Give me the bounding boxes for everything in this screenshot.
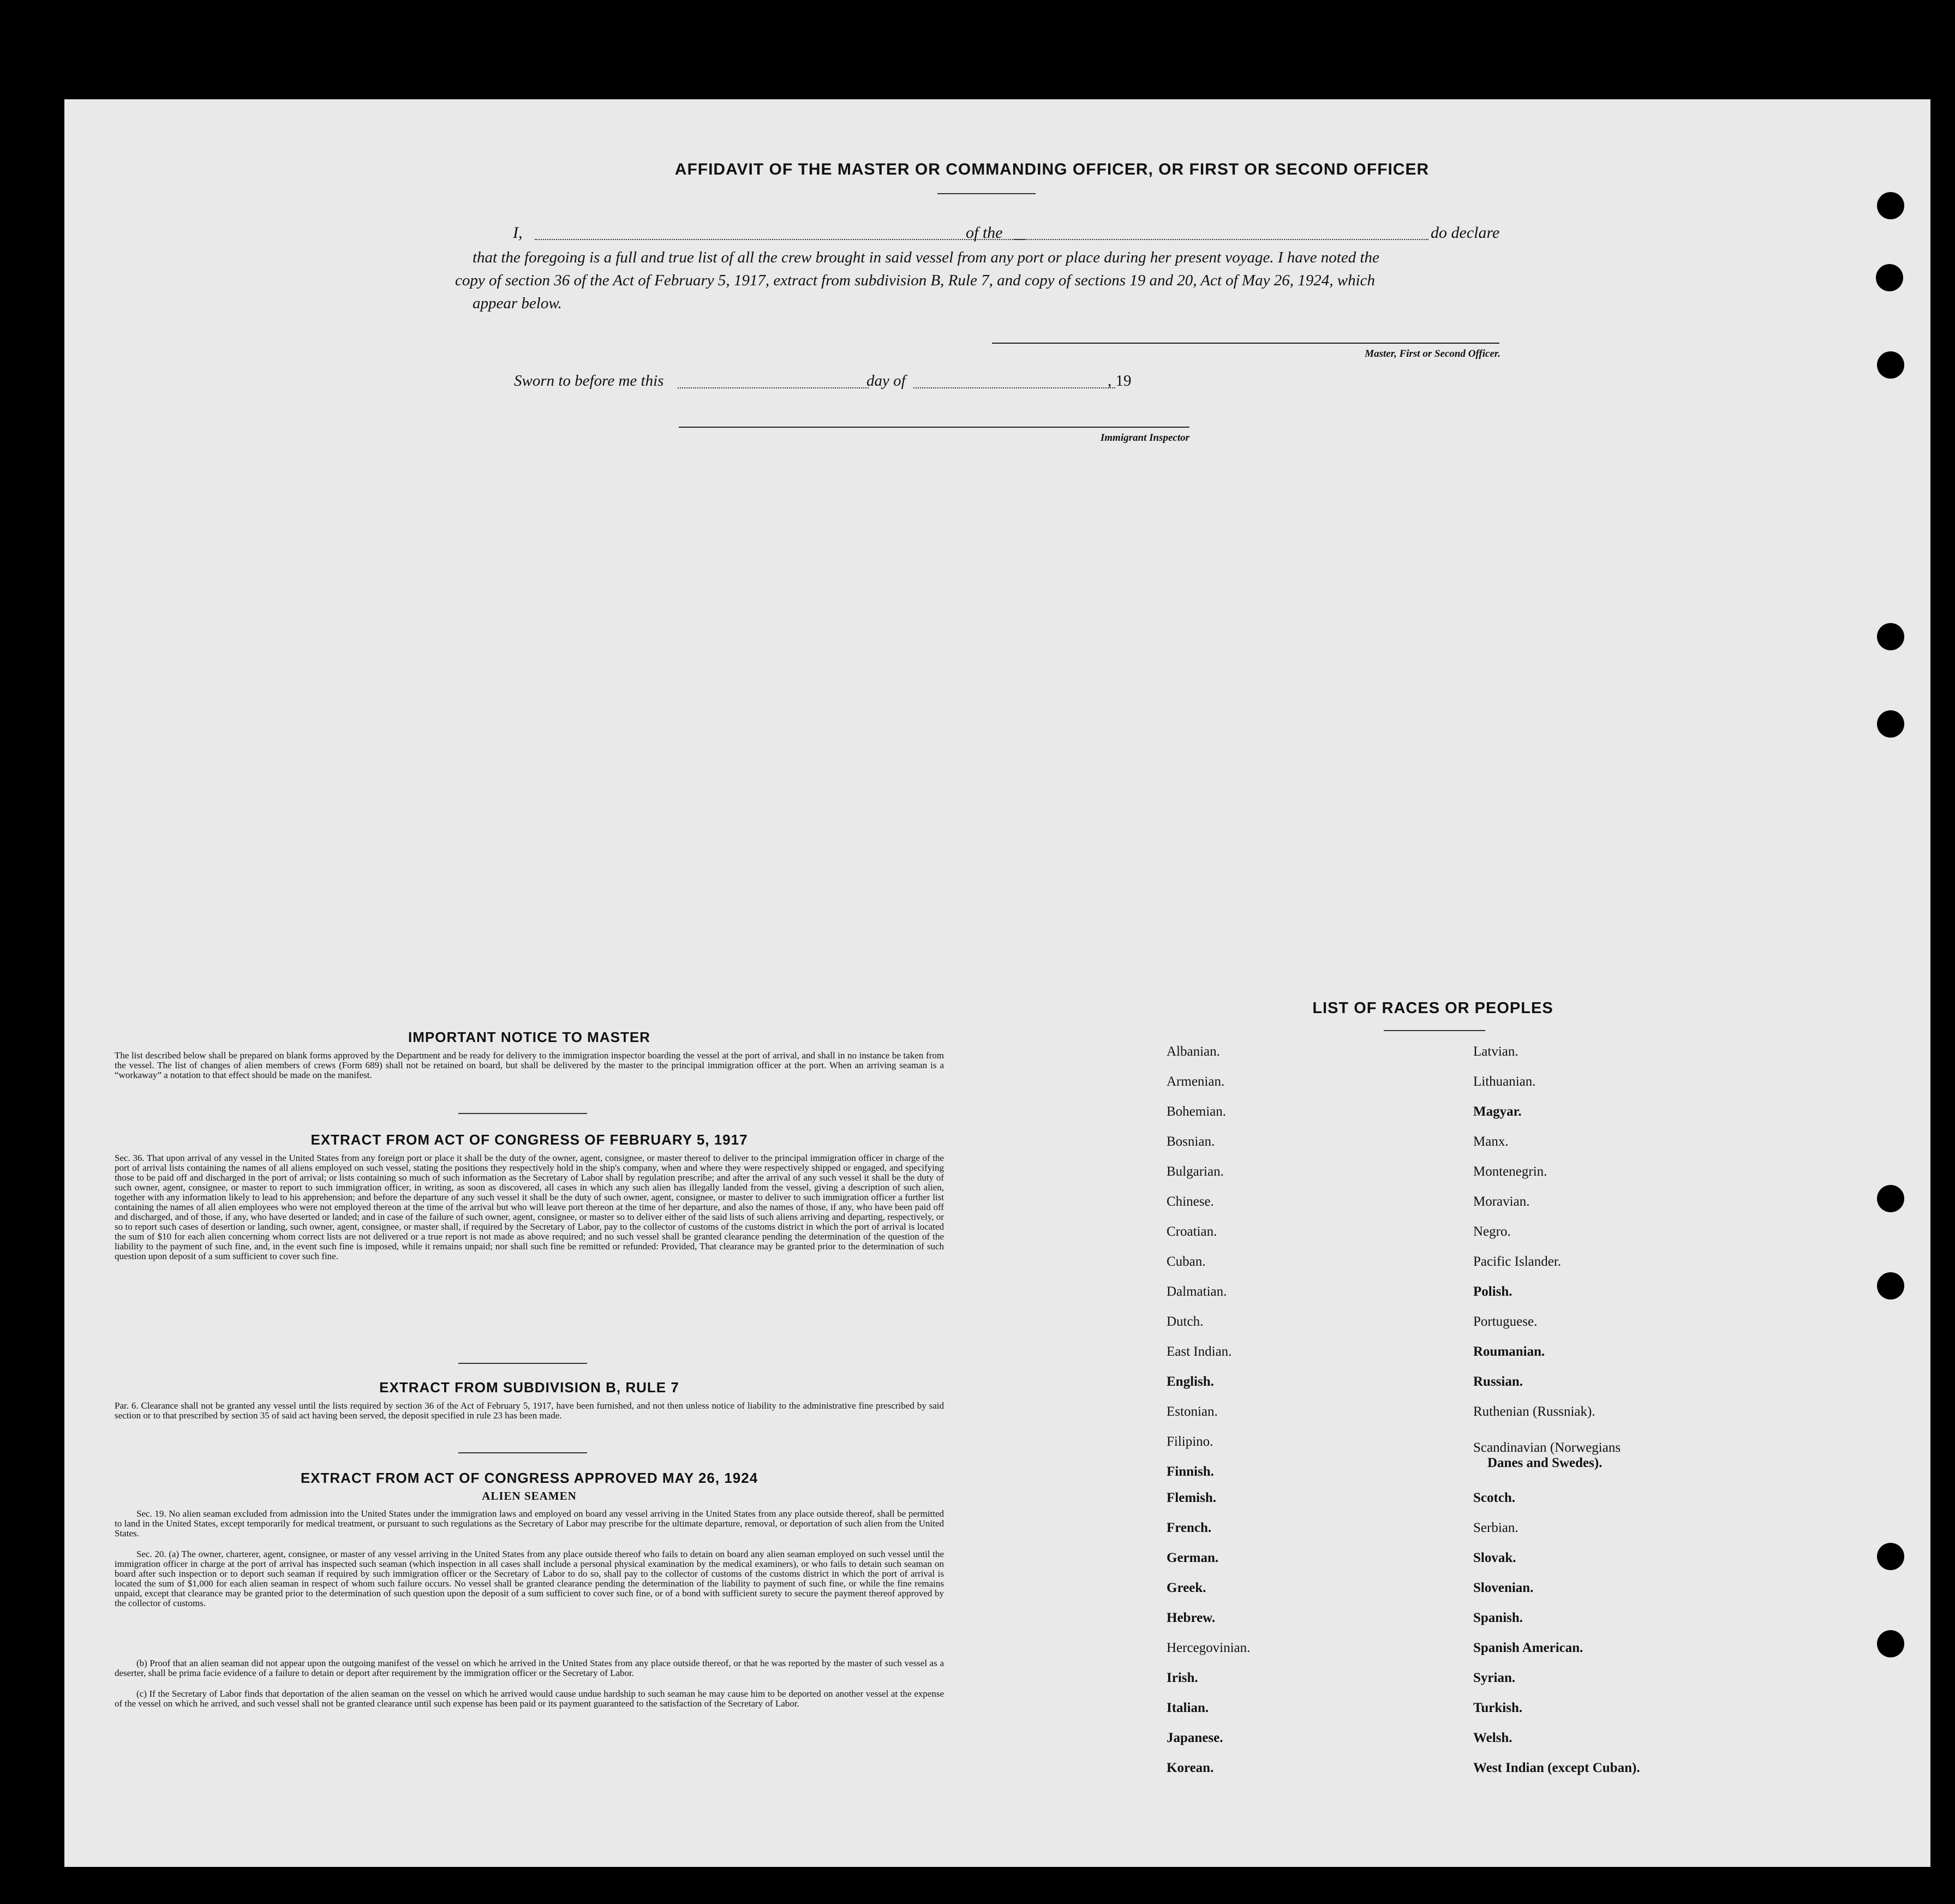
binder-hole <box>1876 264 1903 291</box>
race-item: Albanian. <box>1167 1044 1220 1059</box>
race-item: Flemish. <box>1167 1490 1216 1505</box>
race-item: Montenegrin. <box>1473 1164 1547 1179</box>
race-item: Spanish. <box>1473 1610 1523 1625</box>
day-of-label: day of <box>866 372 906 390</box>
extract-1924-sec19: Sec. 19. No alien seaman excluded from admission into the United States under the immigration laws and employed on board any vessel arriving in the United States from any place outside thereof, shall be permitted to land in the United States, except temporarily for medical treatment, or pursuant to such regulations as the Secretary of Labor may prescribe for the ultimate departure, removal, or deportation of such alien from the United States. <box>115 1508 944 1538</box>
race-item: Bulgarian. <box>1167 1164 1224 1179</box>
declarant-name-blank <box>535 239 1026 240</box>
race-item: West Indian (except Cuban). <box>1473 1761 1640 1775</box>
race-item: Slovak. <box>1473 1550 1516 1565</box>
rule7-divider <box>458 1452 587 1453</box>
do-declare-label: do declare <box>1431 224 1500 242</box>
binder-hole <box>1877 710 1904 738</box>
race-item: Hercegovinian. <box>1167 1640 1251 1655</box>
year-prefix: , 19 <box>1108 372 1132 390</box>
extract-1924-sec20a: Sec. 20. (a) The owner, charterer, agent, consignee, or master of any vessel arriving in the United States from any place outside thereof who fails to detain on board any alien seaman employed on such vessel until the immigration officer in charge at the port of arrival has inspected such seaman (which inspection in all cases shall include a personal physical examination by the medical examiners), or who fails to detain such seaman on board after such inspection or to deport such seaman if required by such immigration officer or the Secretary of Labor to do so, shall pay to the collector of customs of the customs district in which the port of arrival is located the sum of $1,000 for each alien seaman in respect of whom such failure occurs. No vessel shall be granted clearance pending the determination of the liability to payment of such fine, or while the fine remains unpaid, except that clearance may be granted prior to the determination of such question upon the deposit of a sum sufficient to cover such fine, or of a bond with sufficient surety to secure the payment thereof approved by the collector of customs. <box>115 1549 944 1608</box>
affidavit-line-3: copy of section 36 of the Act of February 5, 1917, extract from subdivision B, Rule 7, and copy of sections 19 and 20, Act of May 26, 1924, which <box>455 272 1376 289</box>
affidavit-line-4: appear below. <box>473 295 562 312</box>
race-item: Dutch. <box>1167 1314 1204 1329</box>
affidavit-line-2: that the foregoing is a full and true list of all the crew brought in said vessel from any port or place during her present voyage. I have noted the <box>473 249 1379 266</box>
race-item: Spanish American. <box>1473 1640 1583 1655</box>
race-item: Finnish. <box>1167 1464 1214 1479</box>
binder-hole <box>1877 351 1904 379</box>
sworn-day-blank <box>678 387 869 388</box>
race-item: Slovenian. <box>1473 1580 1534 1595</box>
race-item: English. <box>1167 1374 1214 1389</box>
races-divider <box>1384 1030 1485 1031</box>
inspector-label: Immigrant Inspector <box>1100 432 1189 444</box>
race-item: Croatian. <box>1167 1224 1217 1239</box>
race-item: Polish. <box>1473 1284 1512 1299</box>
binder-hole <box>1877 192 1904 219</box>
vessel-name-blank <box>1014 239 1428 240</box>
race-item: German. <box>1167 1550 1219 1565</box>
race-item: Negro. <box>1473 1224 1511 1239</box>
race-item: Magyar. <box>1473 1104 1522 1119</box>
extract-1924-title: EXTRACT FROM ACT OF CONGRESS APPROVED MAY 26, 1924 <box>300 1470 758 1486</box>
race-item: Pacific Islander. <box>1473 1254 1562 1269</box>
extract-1924-sec20b: (b) Proof that an alien seaman did not appear upon the outgoing manifest of the vessel on which he arrived in the United States from any place outside thereof, or that he was reported by the master of such vessel as a deserter, shall be prima facie evidence of a failure to detain or deport after requirement by the immigration officer or the Secretary of Labor. <box>115 1658 944 1678</box>
sworn-month-blank <box>913 387 1115 388</box>
race-item: Moravian. <box>1473 1194 1530 1209</box>
race-item: Manx. <box>1473 1134 1509 1149</box>
race-item: Latvian. <box>1473 1044 1518 1059</box>
race-item: Irish. <box>1167 1671 1198 1685</box>
master-signature-label: Master, First or Second Officer. <box>1365 348 1500 360</box>
race-item: Roumanian. <box>1473 1344 1545 1359</box>
extract-1917-text: Sec. 36. That upon arrival of any vessel in the United States from any foreign port or place it shall be the duty of the owner, agent, consignee, or master thereof to deliver to the principal immigration officer in charge of the port of arrival lists containing the names of all aliens employed on such vessel, stating the positions they respectively hold in the ship's company, when and where they were respectively shipped or engaged, and specifying those to be paid off and discharged in the port of arrival; or lists containing so much of such information as the Secretary of Labor shall by regulation prescribe; and after the arrival of any such vessel it shall be the duty of such owner, agent, consignee, or master to report to such immigration officer, in writing, as soon as discovered, all cases in which any such alien has illegally landed from the vessel, giving a description of such alien, together with any information likely to lead to his apprehension; and before the departure of any such vessel it shall be the duty of such owner, agent, consignee, or master to deliver to such immigration officer a further list containing the names of all alien employees who were not employed thereon at the time of the arrival but who will leave port thereon at the time of her departure, and also the names of those, if any, who have been paid off and discharged, and of those, if any, who have deserted or landed; and in case of the failure of such owner, agent, consignee, or master so to deliver either of the said lists of such aliens arriving and departing, respectively, or so to report such cases of desertion or landing, such owner, agent, consignee, or master shall, if required by the Secretary of Labor, pay to the collector of customs of the customs district in which the port of arrival is located the sum of $10 for each alien concerning whom correct lists are not delivered or a true report is not made as above required; and no such vessel shall be granted clearance pending the determination of the question of the liability to the payment of such fine, and, in the event such fine is imposed, while it remains unpaid; nor shall such fine be remitted or refunded: Provided, That clearance may be granted prior to the determination of such question upon deposit of a sum sufficient to cover such fine. <box>115 1153 944 1261</box>
races-title: LIST OF RACES OR PEOPLES <box>1312 999 1553 1017</box>
race-item: Ruthenian (Russniak). <box>1473 1404 1595 1419</box>
race-item: Hebrew. <box>1167 1610 1216 1625</box>
title-divider <box>937 193 1036 194</box>
race-item: Dalmatian. <box>1167 1284 1227 1299</box>
extract-1924-subtitle: ALIEN SEAMEN <box>482 1489 577 1502</box>
binder-hole <box>1877 1185 1904 1212</box>
binder-hole <box>1877 1630 1904 1657</box>
notice-title: IMPORTANT NOTICE TO MASTER <box>408 1029 650 1045</box>
of-the-label: of the <box>966 224 1003 242</box>
extract-1924-sec20c: (c) If the Secretary of Labor finds that deportation of the alien seaman on the vessel on which he arrived would cause undue hardship to such seaman he may cause him to be deported on another vessel at the expense of the vessel on which he arrived, and such vessel shall not be granted clearance until such expense has been paid or its payment guaranteed to the satisfaction of the Secretary of Labor. <box>115 1689 944 1709</box>
extract-1917-title: EXTRACT FROM ACT OF CONGRESS OF FEBRUARY 5, 1917 <box>310 1131 748 1148</box>
extract-1917-divider <box>458 1363 587 1364</box>
race-item: Estonian. <box>1167 1404 1218 1419</box>
race-item: Chinese. <box>1167 1194 1214 1209</box>
rule7-title: EXTRACT FROM SUBDIVISION B, RULE 7 <box>379 1379 679 1396</box>
race-item: Welsh. <box>1473 1731 1512 1745</box>
race-item: Russian. <box>1473 1374 1523 1389</box>
sworn-text: Sworn to before me this <box>514 372 664 390</box>
declarant-i: I, <box>513 224 523 242</box>
race-item: Bohemian. <box>1167 1104 1227 1119</box>
race-item: Syrian. <box>1473 1671 1516 1685</box>
race-item: Portuguese. <box>1473 1314 1538 1329</box>
inspector-signature-line <box>679 427 1189 428</box>
rule7-text: Par. 6. Clearance shall not be granted any vessel until the lists required by section 36 of the Act of February 5, 1917, have been furnished, and not then unless notice of liability to the administrative fine prescribed by said section or to that prescribed by section 35 of said act having been served, the deposit specified in rule 23 has been made. <box>115 1400 944 1421</box>
race-item: Greek. <box>1167 1580 1206 1595</box>
document-page <box>64 99 1930 1867</box>
race-item: Turkish. <box>1473 1701 1523 1715</box>
race-item: Scandinavian (Norwegians <box>1473 1440 1621 1455</box>
notice-text: The list described below shall be prepared on blank forms approved by the Department and be ready for delivery to the immigration inspector boarding the vessel at the port of arrival, and shall in no instance be taken from the vessel. The list of changes of alien members of crews (Form 689) shall not be retained on board, but shall be delivered by the master to the principal immigration officer at the port. When an arriving seaman is a “workaway” a notation to that effect should be made on the manifest. <box>115 1050 944 1080</box>
race-item: Japanese. <box>1167 1731 1223 1745</box>
race-item: Italian. <box>1167 1701 1209 1715</box>
race-item: Scotch. <box>1473 1490 1516 1505</box>
binder-hole <box>1877 1272 1904 1300</box>
race-item: Danes and Swedes). <box>1487 1456 1603 1470</box>
race-item: Korean. <box>1167 1761 1214 1775</box>
master-signature-line <box>992 343 1499 344</box>
race-item: Armenian. <box>1167 1074 1225 1089</box>
race-item: East Indian. <box>1167 1344 1232 1359</box>
race-item: Serbian. <box>1473 1520 1518 1535</box>
notice-divider <box>458 1113 587 1114</box>
race-item: French. <box>1167 1520 1212 1535</box>
race-item: Filipino. <box>1167 1434 1213 1449</box>
race-item: Bosnian. <box>1167 1134 1215 1149</box>
binder-hole <box>1877 623 1904 650</box>
affidavit-title: AFFIDAVIT OF THE MASTER OR COMMANDING OFFICER, OR FIRST OR SECOND OFFICER <box>674 160 1430 178</box>
race-item: Lithuanian. <box>1473 1074 1536 1089</box>
binder-hole <box>1877 1543 1904 1570</box>
race-item: Cuban. <box>1167 1254 1206 1269</box>
